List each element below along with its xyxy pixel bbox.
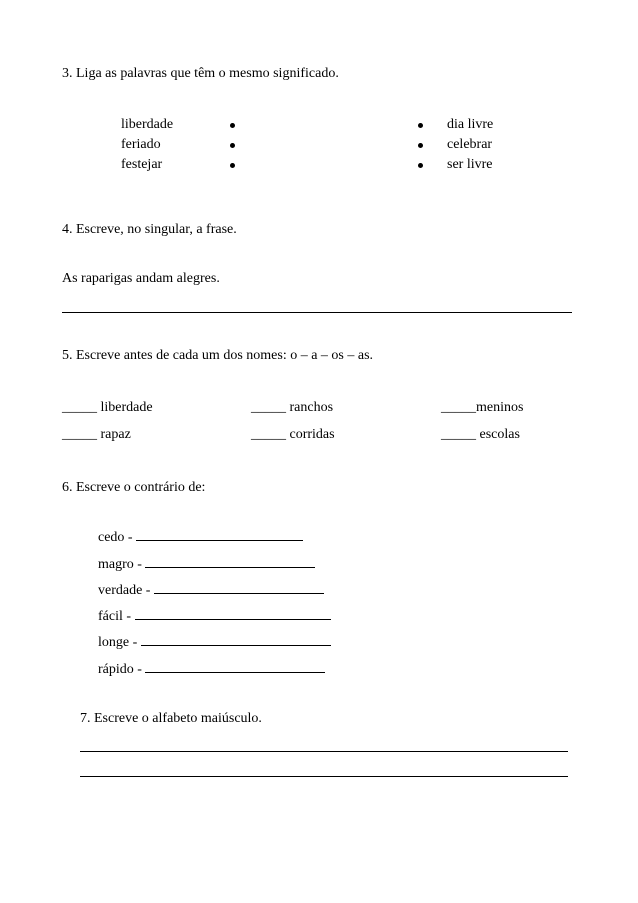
question-3-heading: 3. Liga as palavras que têm o mesmo significado. bbox=[62, 66, 339, 81]
opposite-word: magro - bbox=[98, 557, 142, 572]
answer-blank[interactable] bbox=[136, 529, 303, 541]
left-word-2: feriado bbox=[121, 137, 161, 152]
right-bullet-2[interactable] bbox=[418, 143, 423, 148]
article-item-meninos[interactable]: _____meninos bbox=[441, 400, 524, 415]
question-7-heading: 7. Escreve o alfabeto maiúsculo. bbox=[80, 711, 262, 726]
opposite-word: cedo - bbox=[98, 530, 133, 545]
article-item-escolas[interactable]: _____ escolas bbox=[441, 427, 520, 442]
answer-blank[interactable] bbox=[141, 634, 331, 646]
answer-line-q7-1[interactable] bbox=[80, 751, 568, 752]
answer-blank[interactable] bbox=[154, 582, 324, 594]
opposite-item-magro bbox=[98, 556, 315, 573]
right-word-3: ser livre bbox=[447, 157, 493, 172]
question-4-heading: 4. Escreve, no singular, a frase. bbox=[62, 222, 237, 237]
opposite-word: rápido - bbox=[98, 662, 142, 677]
question-6-heading: 6. Escreve o contrário de: bbox=[62, 480, 206, 495]
article-item-corridas[interactable]: _____ corridas bbox=[251, 427, 335, 442]
opposite-item-facil bbox=[98, 608, 331, 625]
article-item-ranchos[interactable]: _____ ranchos bbox=[251, 400, 334, 415]
left-bullet-2[interactable] bbox=[230, 143, 235, 148]
answer-line-q4[interactable] bbox=[62, 312, 572, 313]
left-word-3: festejar bbox=[121, 157, 163, 172]
question-4-sentence: As raparigas andam alegres. bbox=[62, 271, 220, 286]
article-item-rapaz[interactable]: _____ rapaz bbox=[62, 427, 131, 442]
answer-line-q7-2[interactable] bbox=[80, 776, 568, 777]
answer-blank[interactable] bbox=[135, 608, 331, 620]
right-bullet-3[interactable] bbox=[418, 163, 423, 168]
left-bullet-1[interactable] bbox=[230, 123, 235, 128]
opposite-item-longe bbox=[98, 634, 331, 651]
opposite-word: longe - bbox=[98, 635, 138, 650]
opposite-item-rapido bbox=[98, 661, 325, 678]
opposite-item-verdade bbox=[98, 582, 324, 599]
answer-blank[interactable] bbox=[145, 556, 315, 568]
right-word-2: celebrar bbox=[447, 137, 493, 152]
opposite-item-cedo bbox=[98, 529, 303, 546]
right-bullet-1[interactable] bbox=[418, 123, 423, 128]
answer-blank[interactable] bbox=[145, 661, 325, 673]
right-word-1: dia livre bbox=[447, 117, 494, 132]
question-5-heading: 5. Escreve antes de cada um dos nomes: o – a – os – as. bbox=[62, 348, 374, 363]
opposite-word: fácil - bbox=[98, 609, 132, 624]
left-word-1: liberdade bbox=[121, 117, 174, 132]
article-item-liberdade[interactable]: _____ liberdade bbox=[62, 400, 153, 415]
opposite-word: verdade - bbox=[98, 583, 151, 598]
left-bullet-3[interactable] bbox=[230, 163, 235, 168]
